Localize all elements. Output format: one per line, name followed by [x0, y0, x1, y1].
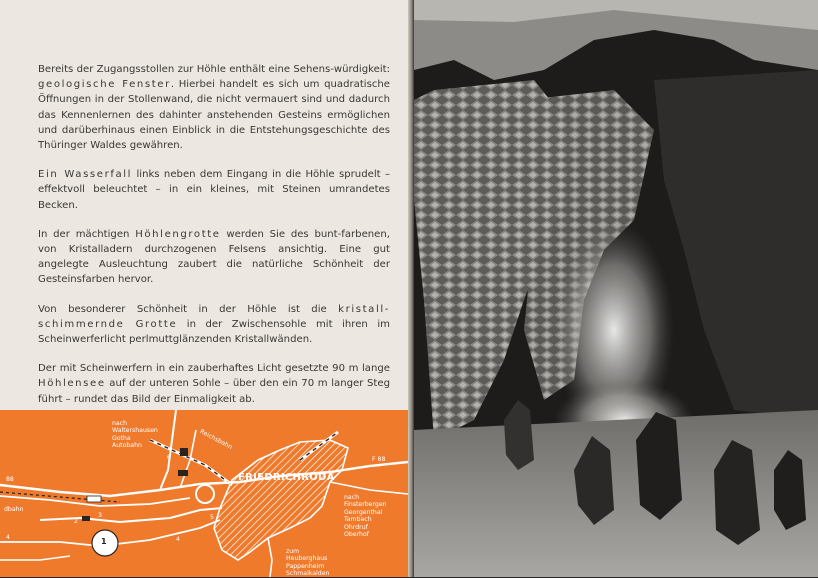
road-f88: [0, 462, 408, 496]
p5-text: Der mit Scheinwerfern in ein zauberhaftes Licht gesetzte 90 m lange: [38, 363, 390, 375]
map-label-road-left: dbahn: [4, 506, 24, 513]
north-label-line: Waltershausen: [112, 427, 158, 435]
map-number-6: 6: [167, 454, 171, 461]
paragraph-hoehlengrotte: [38, 227, 390, 288]
map-number-3: 3: [98, 512, 102, 519]
map-number-4b: 4: [176, 536, 180, 543]
p3-highlight: Höhlengrotte: [135, 228, 221, 240]
map-number-2: 2: [74, 518, 78, 525]
map-label-north: [112, 420, 158, 450]
brochure-text-page: [0, 0, 408, 577]
east-label-line: Ohrdruf: [344, 523, 368, 531]
paragraph-hoehlensee: [38, 361, 390, 407]
south-label-line: zum: [286, 548, 300, 555]
p2-highlight: Ein Wasserfall: [38, 169, 133, 181]
map-label-east: [344, 494, 387, 538]
p3-text: In der mächtigen: [38, 228, 136, 240]
p1-text-end: . Hierbei handelt es sich um quadratische Öffnungen in der Stollenwand, die nicht vermauert sind und dadurch das Kennenlernen des dahinter anstehenden Gesteins ermöglichen und darüberhinaus einen Einblick in die Entstehungsgeschichte des Thüringer Waldes gewähren.: [38, 79, 390, 152]
north-label-line: nach: [112, 420, 128, 427]
north-label-line: Gotha: [112, 434, 131, 442]
p4-text-end: in der Zwischensohle mit ihren im Scheinwerferlicht perlmuttglänzenden Kristallwänden.: [38, 318, 390, 346]
east-label-line: nach: [344, 494, 360, 501]
east-label-line: Georgenthal: [344, 508, 383, 516]
cave-photo: [414, 0, 818, 577]
north-label-line: Autobahn: [112, 442, 142, 450]
map-city-name: FRIEDRICHRODA: [238, 472, 335, 483]
east-label-line: Finsterbergen: [344, 501, 387, 509]
south-label-line: Pappenheim: [286, 562, 325, 570]
p2-text: links neben dem Eingang in die Höhle sprudelt – effektvoll beleuchtet – in ein kleines, mit Steinen umrandetes Becken.: [38, 169, 390, 211]
map-number-4a: 4: [6, 534, 10, 541]
map-label-f88: F 88: [372, 456, 386, 463]
paragraph-wasserfall: [38, 167, 390, 213]
p3-text-end: werden Sie des bunt-farbenen, von Kristalladern durchzogenen Felsens ansichtig. Eine gut angelegte Ausleuchtung zaubert die natürliche Schönheit der Gesteinsfarben hervor.: [38, 228, 390, 286]
paragraph-geologische-fenster: [38, 62, 390, 153]
east-label-line: Tambach: [344, 516, 372, 524]
p4-text: Von besonderer Schönheit in der Höhle ist die: [38, 303, 339, 315]
map-label-railway: Reichsbahn: [198, 428, 234, 451]
marker-number-1: 1: [101, 537, 107, 546]
paragraph-kristallgrotte: [38, 302, 390, 348]
article-text: [38, 62, 390, 421]
map-label-south: [286, 548, 329, 578]
south-label-line: Schmalkalden: [286, 570, 330, 578]
east-label-line: Oberhof: [344, 531, 369, 539]
railway-line: [150, 440, 232, 485]
town-area: [214, 440, 348, 563]
p1-text: Bereits der Zugangsstollen zur Höhle enthält eine Sehens-würdigkeit:: [38, 64, 390, 75]
p1-highlight: geologische Fenster: [38, 79, 171, 91]
south-label-line: Heuberghaus: [286, 555, 328, 563]
map-label-88: 88: [6, 476, 14, 483]
cave-grotto-image: [414, 0, 818, 577]
p4-highlight: kristall-schimmernde Grotte: [38, 303, 390, 330]
map-number-5: 5: [210, 514, 214, 521]
p5-text-end: auf der unteren Sohle – über den ein 70 m langer Steg führt – rundet das Bild der Einmaligkeit ab.: [38, 378, 390, 405]
location-map: [0, 410, 408, 577]
p5-highlight: Höhlensee: [38, 378, 106, 390]
